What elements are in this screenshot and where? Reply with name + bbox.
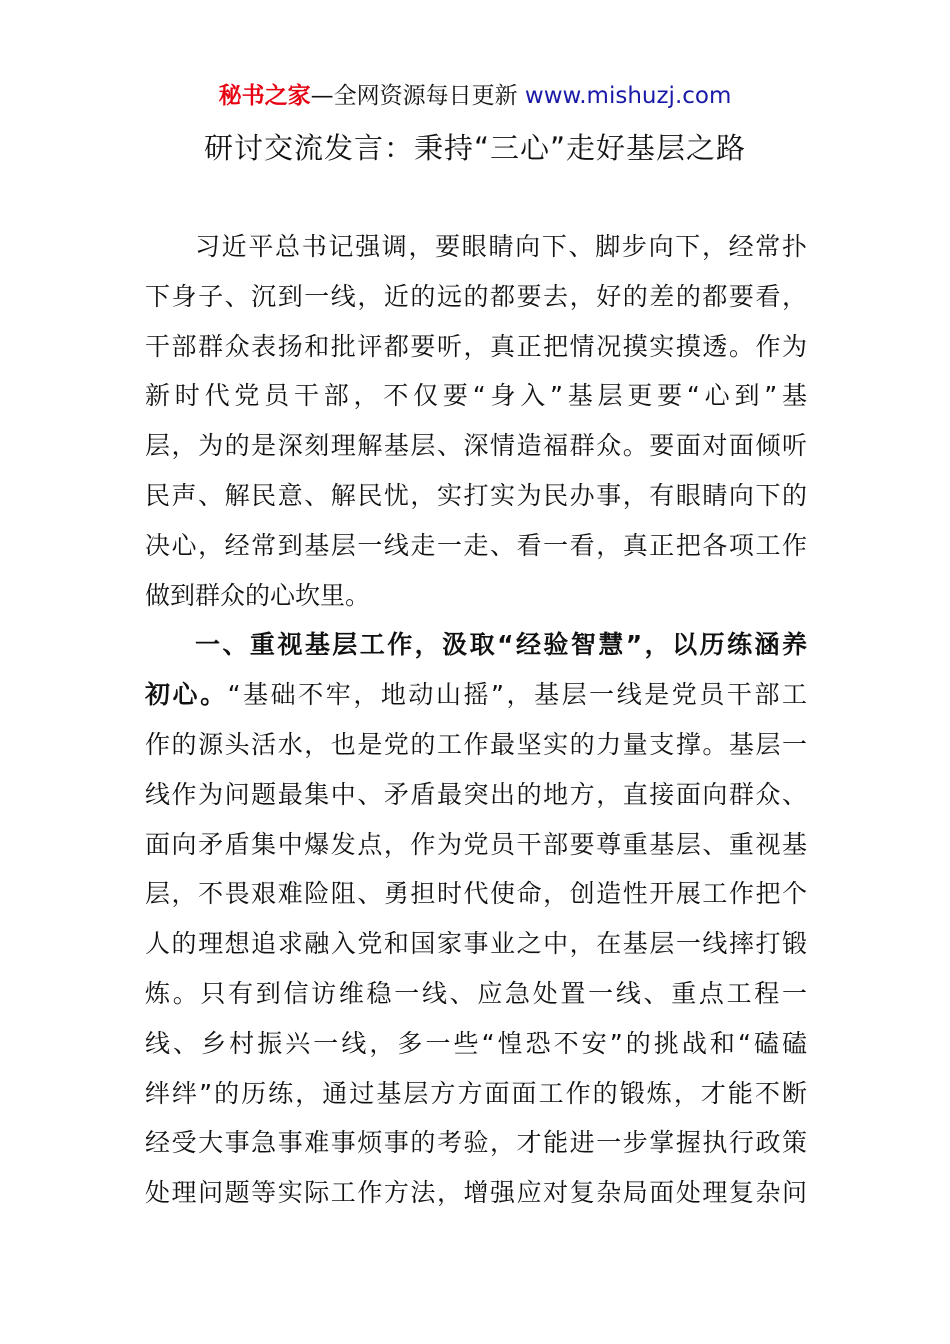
paragraph-1	[145, 222, 807, 620]
paragraph-line: 经受大事急事难事烦事的考验，才能进一步掌握执行政策	[145, 1128, 807, 1158]
paragraph-line: 干部群众表扬和批评都要听，真正把情况摸实摸透。作为	[145, 331, 807, 361]
paragraph-line: 民声、解民意、解民忧，实打实为民办事，有眼睛向下的	[145, 480, 807, 510]
paragraph-line: 下身子、沉到一线，近的远的都要去，好的差的都要看，	[145, 281, 807, 311]
section-heading-end: 初心。	[145, 680, 228, 710]
paragraph-line: 绊绊”的历练，通过基层方方面面工作的锻炼，才能不断	[145, 1078, 807, 1108]
paragraph-line: 新时代党员干部，不仅要“身入”基层更要“心到”基	[145, 381, 807, 411]
paragraph-line: 习近平总书记强调，要眼睛向下、脚步向下，经常扑	[195, 232, 807, 261]
document-body	[145, 222, 807, 1218]
site-url-link[interactable]: www.mishuzj.com	[524, 83, 732, 109]
site-header	[0, 80, 950, 112]
paragraph-line: 线作为问题最集中、矛盾最突出的地方，直接面向群众、	[145, 779, 807, 809]
paragraph-line: 层，不畏艰难险阻、勇担时代使命，创造性开展工作把个	[145, 879, 807, 909]
paragraph-line: 做到群众的心坎里。	[145, 580, 371, 610]
paragraph-line: 面向矛盾集中爆发点，作为党员干部要尊重基层、重视基	[145, 829, 807, 859]
document-title: 研讨交流发言：秉持“三心”走好基层之路	[203, 131, 747, 165]
paragraph-2	[145, 620, 807, 1218]
paragraph-line: 处理问题等实际工作方法，增强应对复杂局面处理复杂问	[145, 1178, 807, 1208]
paragraph-line: 炼。只有到信访维稳一线、应急处置一线、重点工程一	[145, 978, 807, 1008]
paragraph-line: 层，为的是深刻理解基层、深情造福群众。要面对面倾听	[145, 431, 807, 461]
paragraph-line: 决心，经常到基层一线走一走、看一看，真正把各项工作	[145, 530, 807, 560]
paragraph-line-rest: “基础不牢，地动山摇”，基层一线是党员干部工	[227, 680, 807, 710]
site-brand: 秘书之家	[218, 83, 311, 109]
site-tagline: —全网资源每日更新	[310, 83, 518, 109]
paragraph-line	[145, 670, 807, 720]
paragraph-line: 线、乡村振兴一线，多一些“惶恐不安”的挑战和“磕磕	[145, 1028, 807, 1058]
paragraph-line: 作的源头活水，也是党的工作最坚实的力量支撑。基层一	[145, 729, 807, 759]
section-heading: 一、重视基层工作，汲取“经验智慧”，以历练涵养	[195, 630, 807, 660]
paragraph-line: 人的理想追求融入党和国家事业之中，在基层一线摔打锻	[145, 929, 807, 959]
